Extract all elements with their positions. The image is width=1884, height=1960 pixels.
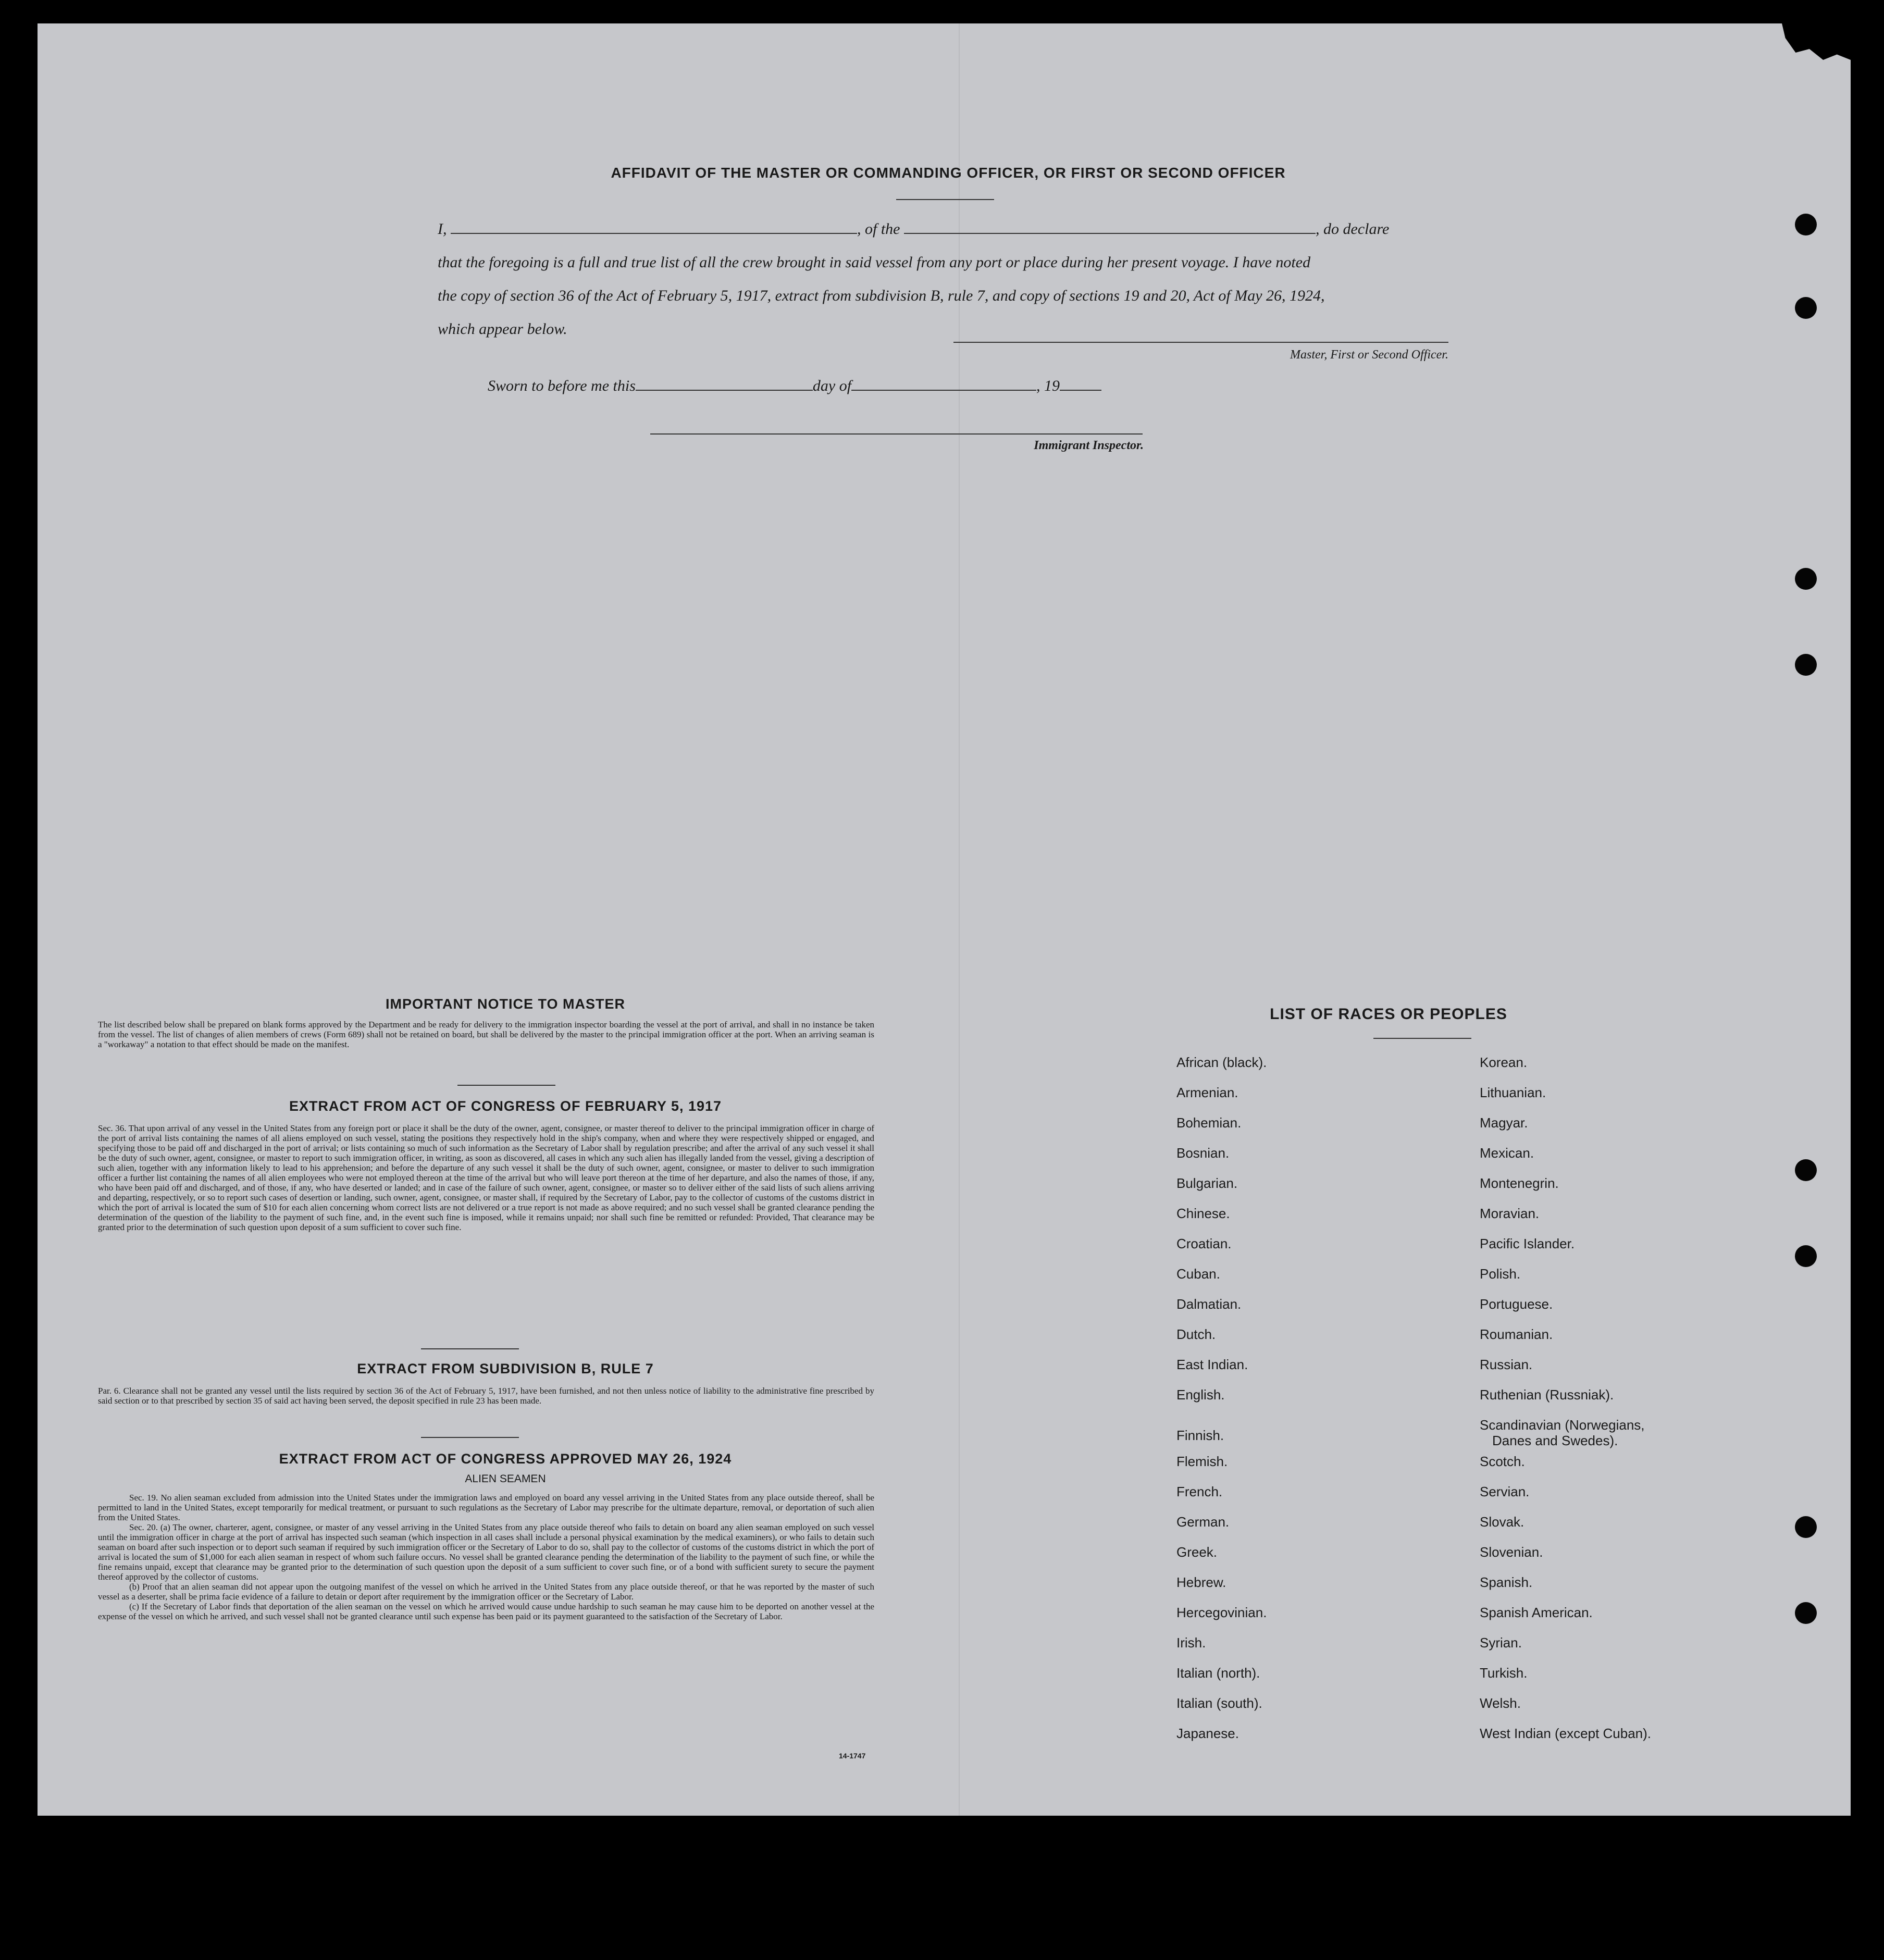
- year-prefix: , 19: [1036, 377, 1060, 394]
- extract-1924-body: [98, 1493, 874, 1621]
- sec-19-text: Sec. 19. No alien seaman excluded from admission into the United States under the immigration laws and employed on board any vessel arriving in the United States from any place outside thereof, shall be permitted to land in the United States, except temporarily for medical treatment, or pursuant to such regulations as the Secretary of Labor may prescribe for the ultimate departure, removal, or deportation of such alien from the United States.: [98, 1493, 874, 1522]
- day-of-label: day of: [812, 377, 852, 394]
- race-item-line: Danes and Swedes).: [1492, 1433, 1618, 1448]
- race-item: Polish.: [1480, 1266, 1521, 1282]
- divider: [421, 1348, 519, 1349]
- race-item: Finnish.: [1176, 1428, 1224, 1443]
- race-item: Russian.: [1480, 1357, 1533, 1372]
- affidavit-text: [438, 213, 1451, 346]
- divider: [421, 1437, 519, 1438]
- race-item: English.: [1176, 1387, 1225, 1403]
- race-item: Irish.: [1176, 1635, 1206, 1651]
- races-title: LIST OF RACES OR PEOPLES: [1270, 1006, 1507, 1023]
- punch-hole: [1795, 568, 1817, 590]
- extract-1917-body: Sec. 36. That upon arrival of any vessel in the United States from any foreign port or place it shall be the duty of the owner, agent, consignee, or master thereof to deliver to the principal immigration officer in charge of the port of arrival lists containing the names of all aliens employed on such vessel, stating the positions they respectively hold in the ship's company, when and where they were respectively shipped or engaged, and specifying those to be paid off and discharged in the port of arrival; or lists containing so much of such information as the Secretary of Labor shall by regulation prescribe; and after the arrival of any such vessel it shall be the duty of such owner, agent, consignee, or master to report to such immigration officer, in writing, as soon as discovered, all cases in which any such alien has illegally landed from the vessel, giving a description of such alien, together with any information likely to lead to his apprehension; and before the departure of any such vessel it shall be the duty of such owner, agent, consignee, or master to deliver to such immigration officer a further list containing the names of all alien employees who were not employed thereon at the time of the arrival but who will leave port thereon at the time of her departure, and also the names of those, if any, who have been paid off and discharged, and of those, if any, who have deserted or landed; and in case of the failure of such owner, agent, consignee, or master so to deliver either of the said lists of such aliens arriving and departing, respectively, or so to report such cases of desertion or landing, such owner, agent, consignee, or master shall, if required by the Secretary of Labor, pay to the collector of customs of the customs district in which the port of arrival is located the sum of $10 for each alien concerning whom correct lists are not delivered or a true report is not made as above required; and no such vessel shall be granted clearance pending the determination of the question of the liability to the payment of such fine, and, in the event such fine is imposed, while it remains unpaid; nor shall such fine be remitted or refunded: Provided, That clearance may be granted prior to the determination of such question upon deposit of a sum sufficient to cover such fine.: [98, 1123, 874, 1232]
- divider: [457, 1085, 555, 1086]
- day-field[interactable]: [636, 390, 813, 391]
- sec-20a-text: Sec. 20. (a) The owner, charterer, agent, consignee, or master of any vessel arriving in the United States from any place outside thereof who fails to detain on board any alien seaman employed on such vessel until the immigration officer in charge at the port of arrival has inspected such seaman (which inspection in all cases shall include a personal physical examination by the medical examiners), or who fails to detain such seaman on board after such inspection or to deport such seaman if required by such immigration officer or the Secretary of Labor to do so, shall pay to the collector of customs of the customs district in which the port of arrival is located the sum of $1,000 for each alien seaman in respect of whom such failure occurs. No vessel shall be granted clearance pending the determination of the liability to the payment of such fine, or while the fine remains unpaid, except that clearance may be granted prior to the determination of such question upon the deposit of a sum sufficient to cover such fine, or of a bond with sufficient surety to secure the payment thereof approved by the collector of customs.: [98, 1522, 874, 1582]
- inspector-signature-line[interactable]: [650, 433, 1143, 435]
- race-item: Portuguese.: [1480, 1296, 1553, 1312]
- officer-signature-line[interactable]: [953, 342, 1448, 343]
- form-number: 14-1747: [839, 1752, 866, 1760]
- affidavit-line-1: that the foregoing is a full and true list of all the crew brought in said vessel from any port or place during her present voyage. I have noted: [438, 254, 1311, 271]
- race-item: Syrian.: [1480, 1635, 1522, 1651]
- punch-hole: [1795, 214, 1817, 235]
- vessel-name-field[interactable]: [904, 233, 1316, 234]
- races-left-column: [1176, 1055, 1267, 1756]
- extract-1924-subtitle: ALIEN SEAMEN: [465, 1473, 546, 1485]
- punch-hole: [1795, 1516, 1817, 1538]
- notice-body: The list described below shall be prepared on blank forms approved by the Department and be ready for delivery to the immigration inspector boarding the vessel at the port of arrival, and shall in no instance be taken from the vessel. The list of changes of alien members of crews (Form 689) shall not be retained on board, but shall be delivered by the master to the principal immigration officer at the port. When an arriving seaman is a "workaway" a notation to that effect should be made on the manifest.: [98, 1020, 874, 1049]
- race-item: Greek.: [1176, 1544, 1218, 1560]
- race-item: Bohemian.: [1176, 1115, 1242, 1131]
- notice-title: IMPORTANT NOTICE TO MASTER: [386, 996, 625, 1012]
- divider: [1373, 1038, 1471, 1039]
- race-item: Hebrew.: [1176, 1574, 1226, 1590]
- races-right-column: [1480, 1055, 1651, 1756]
- race-item: Dalmatian.: [1176, 1296, 1242, 1312]
- race-item: Japanese.: [1176, 1726, 1239, 1741]
- do-declare-label: , do declare: [1316, 220, 1390, 238]
- divider: [896, 199, 994, 200]
- race-item: Moravian.: [1480, 1206, 1540, 1221]
- race-item: Slovak.: [1480, 1514, 1524, 1530]
- sec-20c-text: (c) If the Secretary of Labor finds that deportation of the alien seaman on the vessel on which he arrived would cause undue hardship to such seaman he may cause him to be deported on another vessel at the expense of the vessel on which he arrived, and such vessel shall not be granted clearance until such expense has been paid or its payment guaranteed to the satisfaction of the Secretary of Labor.: [98, 1602, 874, 1621]
- year-field[interactable]: [1060, 390, 1101, 391]
- race-item: Roumanian.: [1480, 1326, 1553, 1342]
- sworn-line: [488, 377, 1101, 395]
- i-label: I,: [438, 220, 447, 238]
- race-item: Pacific Islander.: [1480, 1236, 1575, 1251]
- race-item: Italian (south).: [1176, 1695, 1262, 1711]
- race-item: Italian (north).: [1176, 1665, 1260, 1681]
- punch-hole: [1795, 1602, 1817, 1624]
- race-item: Servian.: [1480, 1484, 1530, 1499]
- month-field[interactable]: [851, 390, 1036, 391]
- affidavit-line-2: the copy of section 36 of the Act of February 5, 1917, extract from subdivision B, rule 7, and copy of sections 19 and 20, Act of May 26, 1924,: [438, 287, 1325, 304]
- race-item: [1480, 1417, 1651, 1454]
- sworn-label: Sworn to before me this: [488, 377, 636, 394]
- affidavit-title: AFFIDAVIT OF THE MASTER OR COMMANDING OFFICER, OR FIRST OR SECOND OFFICER: [611, 165, 1286, 181]
- race-item: Armenian.: [1176, 1085, 1238, 1100]
- extract-rule7-body: Par. 6. Clearance shall not be granted any vessel until the lists required by section 36 of the Act of February 5, 1917, have been furnished, and not then unless notice of liability to the administrative fine prescribed by said section or to that prescribed by section 35 of said act having been served, the deposit specified in rule 23 has been made.: [98, 1386, 874, 1406]
- race-item: Montenegrin.: [1480, 1175, 1559, 1191]
- race-item: Magyar.: [1480, 1115, 1528, 1131]
- race-item: Korean.: [1480, 1055, 1528, 1070]
- extract-1924-title: EXTRACT FROM ACT OF CONGRESS APPROVED MAY 26, 1924: [279, 1451, 732, 1467]
- race-item: German.: [1176, 1514, 1230, 1530]
- race-item: Flemish.: [1176, 1454, 1228, 1469]
- race-item: Croatian.: [1176, 1236, 1232, 1251]
- race-item: East Indian.: [1176, 1357, 1248, 1372]
- punch-hole: [1795, 297, 1817, 319]
- punch-hole: [1795, 1159, 1817, 1181]
- race-item: Bosnian.: [1176, 1145, 1230, 1161]
- race-item: Chinese.: [1176, 1206, 1230, 1221]
- punch-hole: [1795, 654, 1817, 676]
- race-item: Slovenian.: [1480, 1544, 1543, 1560]
- race-item: French.: [1176, 1484, 1223, 1499]
- officer-name-field[interactable]: [451, 233, 857, 234]
- race-item: Hercegovinian.: [1176, 1605, 1267, 1620]
- extract-rule7-title: EXTRACT FROM SUBDIVISION B, RULE 7: [357, 1361, 654, 1376]
- race-item: Ruthenian (Russniak).: [1480, 1387, 1614, 1403]
- race-item-line: Scandinavian (Norwegians,: [1480, 1417, 1645, 1433]
- race-item: Cuban.: [1176, 1266, 1220, 1282]
- race-item: Bulgarian.: [1176, 1175, 1238, 1191]
- inspector-caption: Immigrant Inspector.: [1034, 439, 1144, 452]
- extract-1917-title: EXTRACT FROM ACT OF CONGRESS OF FEBRUARY 5, 1917: [289, 1098, 722, 1114]
- race-item: African (black).: [1176, 1055, 1267, 1070]
- officer-caption: Master, First or Second Officer.: [1290, 348, 1448, 362]
- race-item: Spanish.: [1480, 1574, 1533, 1590]
- race-item: Dutch.: [1176, 1326, 1216, 1342]
- race-item: West Indian (except Cuban).: [1480, 1726, 1652, 1741]
- race-item: Scotch.: [1480, 1454, 1525, 1469]
- of-the-label: , of the: [857, 220, 900, 238]
- sec-20b-text: (b) Proof that an alien seaman did not appear upon the outgoing manifest of the vessel on which he arrived in the United States from any place outside thereof, or that he was reported by the master of such vessel as a deserter, shall be prima facie evidence of a failure to detain or deport after requirement by the immigration officer or the Secretary of Labor.: [98, 1582, 874, 1602]
- race-item: Welsh.: [1480, 1695, 1521, 1711]
- race-item: Lithuanian.: [1480, 1085, 1546, 1100]
- affidavit-line-3: which appear below.: [438, 320, 567, 338]
- punch-hole: [1795, 1245, 1817, 1267]
- race-item: Turkish.: [1480, 1665, 1528, 1681]
- race-item: Spanish American.: [1480, 1605, 1593, 1620]
- race-item: Mexican.: [1480, 1145, 1534, 1161]
